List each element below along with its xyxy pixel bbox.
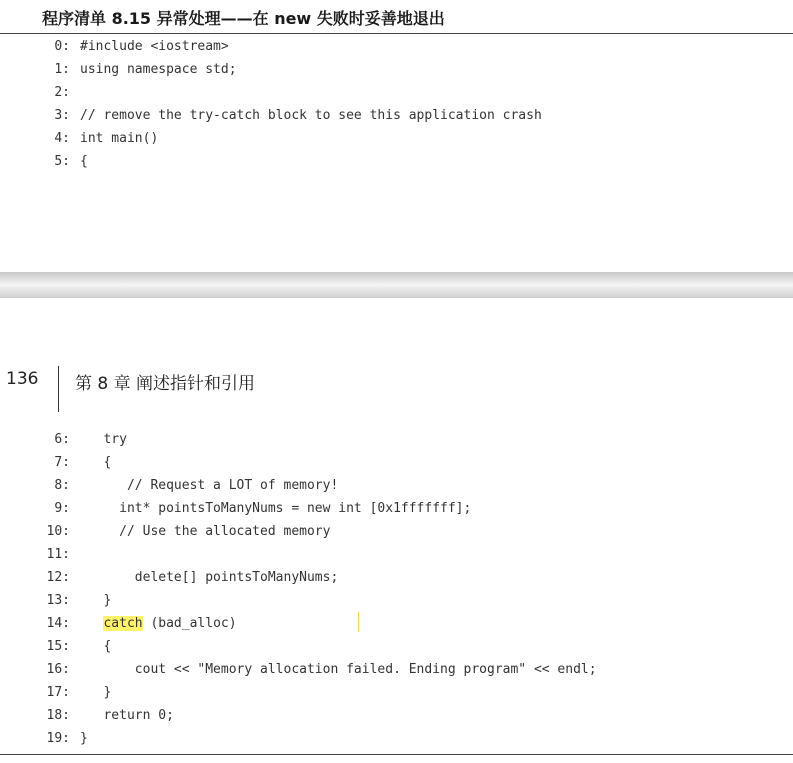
code-text: delete[] pointsToManyNums;	[80, 570, 339, 585]
code-line	[0, 614, 793, 634]
line-number: 9:	[54, 501, 70, 516]
code-line	[0, 476, 793, 496]
line-number: 0:	[54, 39, 70, 54]
code-text: // Request a LOT of memory!	[80, 478, 339, 493]
line-number: 4:	[54, 131, 70, 146]
code-line	[0, 637, 793, 657]
code-text: // Use the allocated memory	[80, 524, 331, 539]
code-text: using namespace std;	[80, 62, 237, 77]
text-cursor	[358, 612, 359, 632]
line-number: 18:	[46, 708, 70, 723]
code-line	[0, 660, 793, 680]
code-line	[0, 83, 793, 103]
code-line	[0, 706, 793, 726]
code-text: #include <iostream>	[80, 39, 229, 54]
page-separator	[0, 272, 793, 298]
code-line	[0, 591, 793, 611]
code-line	[0, 453, 793, 473]
code-line	[0, 729, 793, 749]
code-line	[0, 499, 793, 519]
code-text: }	[80, 685, 112, 700]
code-text: return 0;	[80, 708, 174, 723]
line-number: 15:	[46, 639, 70, 654]
line-number: 8:	[54, 478, 70, 493]
bottom-rule	[0, 754, 793, 755]
code-line	[0, 430, 793, 450]
code-line	[0, 60, 793, 80]
code-text: {	[80, 639, 112, 654]
line-number: 6:	[54, 432, 70, 447]
code-text: {	[80, 455, 112, 470]
line-number: 1:	[54, 62, 70, 77]
line-number: 7:	[54, 455, 70, 470]
code-line	[0, 106, 793, 126]
code-line	[0, 545, 793, 565]
code-line	[0, 37, 793, 57]
code-text: // remove the try-catch block to see this application crash	[80, 108, 542, 123]
chapter-heading: 第 8 章 阐述指针和引用	[75, 374, 256, 394]
line-number: 3:	[54, 108, 70, 123]
line-number: 12:	[46, 570, 70, 585]
code-text: (bad_alloc)	[142, 616, 237, 631]
listing-title: 程序清单 8.15 异常处理——在 new 失败时妥善地退出	[42, 9, 445, 28]
code-line	[0, 683, 793, 703]
line-number: 13:	[46, 593, 70, 608]
code-line	[0, 568, 793, 588]
code-text: cout << "Memory allocation failed. Ending program" << endl;	[80, 662, 597, 677]
code-text: }	[80, 731, 88, 746]
line-number: 5:	[54, 154, 70, 169]
line-number: 16:	[46, 662, 70, 677]
line-number: 17:	[46, 685, 70, 700]
line-number: 2:	[54, 85, 70, 100]
code-text: try	[80, 432, 127, 447]
code-line	[0, 129, 793, 149]
title-rule	[0, 33, 793, 34]
line-number: 14:	[46, 616, 70, 631]
code-line	[0, 152, 793, 172]
line-number: 10:	[46, 524, 70, 539]
catch-keyword-highlight: catch	[103, 616, 143, 631]
code-text: int* pointsToManyNums = new int [0x1fffffff];	[80, 501, 472, 516]
header-divider	[58, 366, 59, 412]
line-number: 19:	[46, 731, 70, 746]
code-text: {	[80, 154, 88, 169]
code-text: }	[80, 593, 112, 608]
code-text	[80, 614, 237, 634]
page-number: 136	[6, 369, 39, 389]
code-line	[0, 522, 793, 542]
line-number: 11:	[46, 547, 70, 562]
code-text: int main()	[80, 131, 159, 146]
